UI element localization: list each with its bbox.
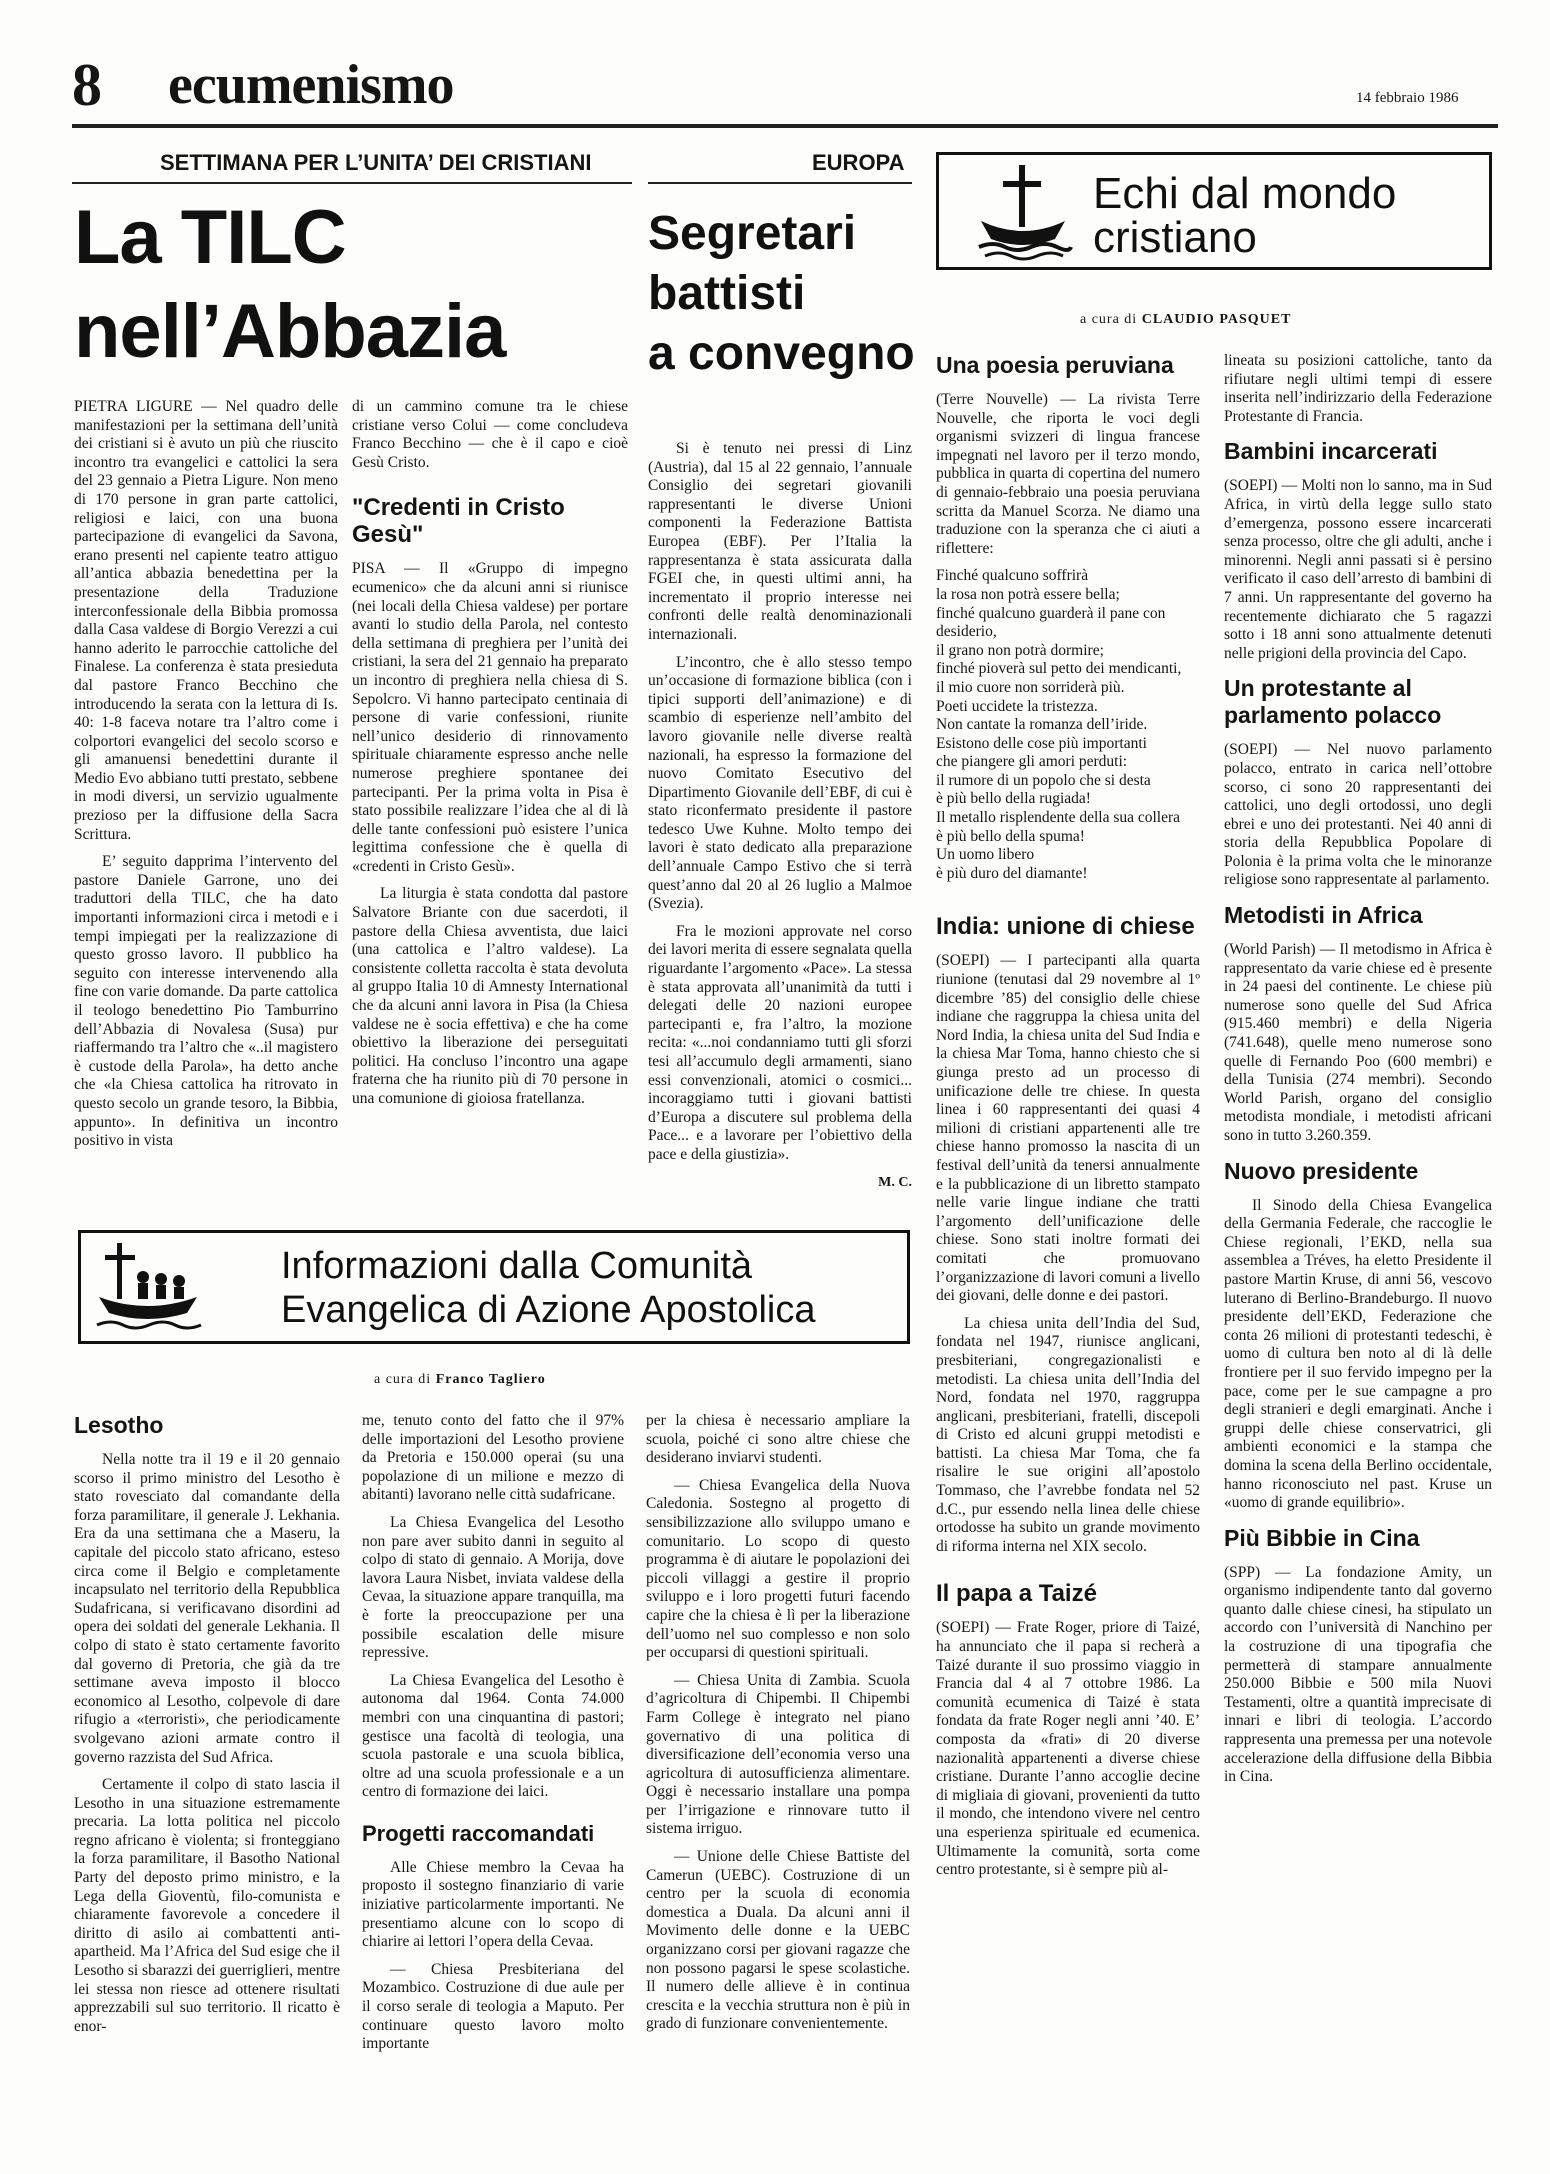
poesia-title: Una poesia peruviana bbox=[936, 352, 1174, 378]
india-para-2: La chiesa unita dell’India del Sud, fondata nel 1947, riunisce anglicani, presbiteriani, congregazionalisti e metodisti. La chiesa unita dell’India del Nord, fondata nel 1970, raggruppa anglicani, presbiteriani, fratelli, discepoli di Cristo ed alcuni gruppi metodisti e battisti. La chiesa Mar Toma, che fa risalire le sue origini all’apostolo Tommaso, che l’avrebbe fondata nel 52 d.C., pur essendo nella linea delle chiese ortodosse ha subito un grande movimento di riforma interna nel XIX secolo. bbox=[936, 1314, 1200, 1555]
echi-column-4 bbox=[1224, 352, 1492, 2132]
presidente-title: Nuovo presidente bbox=[1224, 1157, 1419, 1184]
tilc-para-1: PIETRA LIGURE — Nel quadro delle manifestazioni per la settimana dell’unità dei cristiani si è avuto un più che riuscito incontro tra evangelici e cattolici la sera del 23 gennaio a Pietra Ligure. Non meno di 170 persone in gran parte cattolici, religiosi e laici, con una buona partecipazione di evangelici da Savona, erano presenti nel capiente teatro attiguo all’antica abbazia benedettina per la presentazione della Traduzione interconfessionale della Bibbia promossa dalla Casa valdese di Borgio Verezzi a cui hanno aderito le parrocchie cattoliche del Finalese. La conferenza è stata presieduta dal pastore Franco Becchino che introducendo la serata con la lettura di Is. 40: 1-8 faceva notare tra l’altro come i colportori evangelici del secolo scorso e gli amanuensi benedettini durante il Medio Evo abbiano tutti prestato, sebbene in modi diversi, un servizio ugualmente prezioso per la diffusione della Sacra Scrittura. bbox=[74, 398, 338, 843]
lesotho-para-1: Nella notte tra il 19 e il 20 gennaio scorso il primo ministro del Lesotho è stato rovesciato dal comandante della forza paramilitare, il generale J. Lekhania. Era da una settimana che a Maseru, la capitale del piccolo stato africano, esteso circa come il Belgio e completamente incapsulato nel territorio della Repubblica Sudafricana, si verificavano disordini ad opera dei soldati del generale Lekhania. Il colpo di stato è stato certamente favorito dal governo di Pretoria, che già da tre settimane aveva imposto il blocco economico al Lesotho, colpevole di dare rifugio a «terroristi», che periodicamente svolgevano azioni armate contro il governo razzista del Sud Africa. bbox=[74, 1451, 340, 1766]
battisti-signature: M. C. bbox=[878, 1174, 912, 1190]
poem-text: Finché qualcuno soffrirà la rosa non potrà essere bella; finché qualcuno guarderà il pane con desiderio, il grano non potrà dormire; finché pioverà sul petto dei mendicanti, il mio cuore non sorriderà più. Poeti uccidete la tristezza. Non cantate la romanza dell’iride. Esistono delle cose più importanti che piangere gli amori perduti: il rumore di un popolo che si desta è più bello della rugiada! Il metallo risplendente della sua collera è più bello della spuma! Un uomo libero è più duro del diamante! bbox=[936, 567, 1182, 882]
progetti-col3-para-3: — Chiesa Unita di Zambia. Scuola d’agricoltura di Chipembi. Il Chipembi Farm College è integrato nel piano governativo di una politica di diversificazione dell’economia verso una agricoltura di autosufficienza alimentare. Oggi è necessario installare una pompa per l’irrigazione e rinnovare tutto il sistema irriguo. bbox=[646, 1671, 910, 1838]
lesotho-col2-para-2: La Chiesa Evangelica del Lesotho non pare aver subito danni in seguito al colpo di stato di gennaio. A Morija, dove lavora Laura Nisbet, inviata valdese della Cevaa, la situazione appare tranquilla, ma è forte la preoccupazione per una possibile escalation delle misure repressive. bbox=[362, 1513, 624, 1662]
battisti-headline-2: battisti bbox=[648, 267, 806, 320]
progetti-para-2: — Chiesa Presbiteriana del Mozambico. Costruzione di due aule per il corso serale di teologia a Maputo. Per continuare questo lavoro molto importante bbox=[362, 1960, 624, 2053]
progetti-col3-para-1: per la chiesa è necessario ampliare la scuola, poiché ci sono altre chiese che desiderano inviarvi studenti. bbox=[646, 1412, 910, 1467]
lesotho-title: Lesotho bbox=[74, 1412, 164, 1438]
progetti-column-3 bbox=[646, 1412, 910, 2142]
progetti-para-1: Alle Chiese membro la Cevaa ha proposto il sostegno finanziario di varie iniziative particolarmente importanti. Ne presentiamo alcune con lo scopo di chiarire ai lettori l’opera della Cevaa. bbox=[362, 1858, 624, 1951]
progetti-title: Progetti raccomandati bbox=[362, 1820, 595, 1846]
battisti-headline-1: Segretari bbox=[648, 207, 857, 260]
bibbie-para: (SPP) — La fondazione Amity, un organismo indipendente tanto dal governo quanto dalle chiese cinesi, ha stipulato un accordo con l’università di Nanchino per la costruzione di una tipografia che permetterà di stampare annualmente 250.000 Bibbie e 500 mila Nuovi Testamenti, oltre a quantità imprecisate di innari e libri di teologia. L’accordo rappresenta una premessa per una notevole accelerazione della diffusione della Bibbia in Cina. bbox=[1224, 1563, 1492, 1786]
tilc-para-2: E’ seguito dapprima l’intervento del pastore Daniele Garrone, uno dei traduttori della TILC, che ha dato importanti informazioni circa i metodi e i tempi impiegati per la realizzazione di questo grosso lavoro. Il pubblico ha seguito con interesse intervenendo alla fine con varie domande. Da parte cattolica il teologo benedettino Pio Tamburrino dell’Abbazia di Novalesa (Susa) pur riaffermando tra l’altro che «..il magistero è custode della Parola», ha detto anche che «la Chiesa cattolica ha ritrovato in questo secolo un grande tesoro, la Bibbia, appunto». In definitiva un incontro positivo in vista bbox=[74, 853, 338, 1150]
echi-box bbox=[936, 152, 1492, 270]
kicker-rule-left bbox=[72, 182, 632, 184]
kicker-europa: EUROPA bbox=[812, 150, 905, 175]
metodisti-para: (World Parish) — Il metodismo in Africa è rappresentato da varie chiese ed è presente in 24 paesi del continente. Le chiese più numerose sono quelle del Sud Africa (915.460 membri) e della Nigeria (741.648), quelle meno numerose sono quelle di Fernando Poo (600 membri) e della Tunisia (274 membri). Secondo World Parish, organo del consiglio metodista mondiale, i metodisti africani sono in tutto 3.260.359. bbox=[1224, 941, 1492, 1144]
kicker-rule-right bbox=[648, 182, 912, 184]
tilc-column-2 bbox=[352, 398, 628, 1218]
issue-date: 14 febbraio 1986 bbox=[1356, 90, 1459, 106]
tilc-headline-2: nell’Abbazia bbox=[74, 289, 506, 374]
echi-box-title-2: cristiano bbox=[1093, 213, 1257, 262]
lesotho-column-2 bbox=[362, 1412, 624, 2142]
cevaa-curator bbox=[374, 1372, 546, 1388]
presidente-para: Il Sinodo della Chiesa Evangelica della Germania Federale, che raccoglie le Chiese regionali, l’EKD, nella sua assemblea a Tréves, ha eletto Presidente il pastore Martin Kruse, di anni 56, vescovo luterano di Berlino-Brandeburgo. Il nuovo presidente dell’EKD, Federazione che conta 26 milioni di protestanti tedeschi, è uomo di cultura ben noto al di là delle frontiere per il suo fervido impegno per la pace, come per le sue campagne a pro degli stranieri e degli emarginati. Anche i gruppi delle chiese conservatrici, gli ambienti economici e la stampa che domina la scena della Berlino occidentale, hanno riconosciuto nel past. Kruse un «uomo di grande equilibrio». bbox=[1224, 1196, 1492, 1512]
page-number: 8 bbox=[72, 52, 102, 118]
section-title: ecumenismo bbox=[168, 54, 454, 116]
papa-title: Il papa a Taizé bbox=[936, 1580, 1097, 1608]
kicker-settimana: SETTIMANA PER L’UNITA’ DEI CRISTIANI bbox=[160, 150, 592, 175]
battisti-para-2: L’incontro, che è allo stesso tempo un’occasione di formazione biblica (con i tipici supporti dell’animazione) e di scambio di esperienze nell’ambito del lavoro giovanile nelle diverse realtà nazionali, ha espresso la formazione del nuovo Comitato Esecutivo del Dipartimento Giovanile dell’EBF, di cui è stato riconfermato presidente il pastore tedesco Uwe Kuhne. Molto tempo dei lavori è stato dedicato alla preparazione dell’annuale Campo Estivo che si terrà quest’anno dal 20 al 26 luglio a Malmoe (Svezia). bbox=[648, 653, 912, 913]
credenti-para-1: PISA — Il «Gruppo di impegno ecumenico» che da alcuni anni si riunisce (nei locali della Chiesa valdese) per portare avanti lo studio della Parola, nel contesto della settimana di preghiera per l’unità dei cristiani, la sera del 21 gennaio ha preparato un incontro di preghiera nella chiesa di S. Sepolcro. Vi hanno partecipato centinaia di persone di varie confessioni, riunite nell’unico desiderio di rinnovamento spirituale chiaramente espresso anche nelle numerose preghiere spontanee dei partecipanti. Per la prima volta in Pisa è stato possibile realizzare l’idea che al di là delle tante confessioni può esistere l’unica legittima confessione che è quella di «credenti in Cristo Gesù». bbox=[352, 560, 628, 875]
masthead-rule bbox=[72, 124, 1498, 128]
cevaa-curator-name: Franco Tagliero bbox=[435, 1372, 546, 1387]
battisti-column bbox=[648, 440, 912, 1190]
lesotho-column-1 bbox=[74, 1412, 340, 2142]
progetti-col3-para-4: — Unione delle Chiese Battiste del Camerun (UEBC). Costruzione di un centro per la scuola di economia domestica a Duala. Da alcuni anni il Movimento delle donne e la UEBC organizzano corsi per giovani ragazze che non possono pagarsi le spese scolastiche. Il numero delle allieve è in continua crescita e la vecchia struttura non è più in grado di funzionare convenientemente. bbox=[646, 1848, 910, 2033]
protestante-title: Un protestante al parlamento polacco bbox=[1224, 675, 1442, 729]
progetti-col3-para-2: — Chiesa Evangelica della Nuova Caledonia. Sostegno al progetto di sensibilizzazione allo sviluppo umano e comunitario. Lo scopo di questo programma è di aiutare le popolazioni dei piccoli villaggi a gestire il proprio sviluppo e i loro progetti futuri facendo capire che la chiesa è lì per la liberazione dell’uomo nel suo complesso e non solo per occuparsi di questioni spirituali. bbox=[646, 1476, 910, 1662]
curator-label: a cura di bbox=[1080, 312, 1138, 327]
battisti-para-1: Si è tenuto nei pressi di Linz (Austria), dal 15 al 22 gennaio, l’annuale Consiglio dei segretari giovanili rappresentanti le diverse Unioni componenti la Federazione Battista Europea (EBF). Per l’Italia la rappresentanza è stata assicurata dalla FGEI che, in questi ultimi anni, ha incrementato il proprio interesse nei confronti delle realtà denominazionali internazionali. bbox=[648, 440, 912, 643]
tilc-col2-para: di un cammino comune tra le chiese cristiane verso Colui — come concludeva Franco Becchino — che è il capo e cioè Gesù Cristo. bbox=[352, 398, 628, 471]
cross-boat-people-icon bbox=[95, 1241, 201, 1337]
battisti-headline-3: a convegno bbox=[648, 327, 915, 380]
credenti-title: "Credenti in Cristo Gesù" bbox=[352, 494, 565, 549]
cevaa-box bbox=[78, 1230, 910, 1344]
cevaa-box-title-1: Informazioni dalla Comunità bbox=[281, 1245, 753, 1287]
cevaa-box-title-2: Evangelica di Azione Apostolica bbox=[281, 1289, 816, 1331]
col4-top-para: lineata su posizioni cattoliche, tanto da rifiutare negli ultimi tempi di essere inserita nell’indirizzario della Federazione Protestante di Francia. bbox=[1224, 352, 1492, 425]
echi-curator bbox=[1080, 312, 1291, 328]
lesotho-col2-para-1: me, tenuto conto del fatto che il 97% delle importazioni del Lesotho proviene da Pretoria e 150.000 operai (su una popolazione di un milione e mezzo di abitanti) lavorano nelle città sudafricane. bbox=[362, 1412, 624, 1504]
india-title: India: unione di chiese bbox=[936, 913, 1195, 941]
lesotho-para-2: Certamente il colpo di stato lascia il Lesotho in una situazione estremamente precaria. La lotta politica nel piccolo regno africano è violenta; si fronteggiano la forza paramilitare, il Basotho National Party del deposto primo ministro, e la Lega della Gioventù, filo-comunista e chiaramente favorevole a concedere il diritto di asilo ai combattenti anti-apartheid. Ma l’Africa del Sud esige che il Lesotho si sbarazzi dei guerriglieri, mentre lei stessa non riesce ad ottenere risultati apprezzabili sul suo territorio. Il ricatto è enor- bbox=[74, 1776, 340, 2035]
metodisti-title: Metodisti in Africa bbox=[1224, 902, 1423, 929]
bambini-title: Bambini incarcerati bbox=[1224, 438, 1438, 465]
cevaa-curator-label: a cura di bbox=[374, 1372, 432, 1387]
echi-box-title-1: Echi dal mondo bbox=[1093, 169, 1397, 218]
tilc-column-1 bbox=[74, 398, 338, 1218]
curator-name: CLAUDIO PASQUET bbox=[1141, 312, 1292, 327]
cross-boat-icon bbox=[975, 161, 1071, 261]
poesia-intro: (Terre Nouvelle) — La rivista Terre Nouvelle, che riporta le voci degli organismi svizzeri di lingua francese impegnati nel lavoro per il terzo mondo, pubblica in quarta di copertina del numero di gennaio-febbraio una poesia peruviana scritta da Manuel Scorza. Ne diamo una traduzione con la speranza che ci aiuti a riflettere: bbox=[936, 391, 1200, 557]
tilc-headline-1: La TILC bbox=[74, 195, 346, 280]
credenti-para-2: La liturgia è stata condotta dal pastore Salvatore Briante con due sacerdoti, il pastore della Chiesa avventista, due laici (una cattolica e l’altro valdese). La consistente colletta raccolta è stata devoluta al gruppo Italia 10 di Amnesty International che da alcuni anni lavora in Pisa (la Chiesa valdese ne è socia effettiva) e che ha come obiettivo la liberazione dei perseguitati politici. Ha concluso l’incontro una agape fraterna che ha riunito più di 70 persone in una comunione di gioiosa fratellanza. bbox=[352, 885, 628, 1107]
battisti-para-3: Fra le mozioni approvate nel corso dei lavori merita di essere segnalata quella riguardante l’argomento «Pace». La stessa è stata approvata all’unanimità da tutti i delegati delle 20 nazioni europee partecipanti e, fra l’altro, la mozione recita: «...noi condanniamo tutti gli sforzi tesi all’accumulo degli armamenti, siano essi convenzionali, atomici o cosmici... incoraggiamo tutti i giovani battisti d’Europa a discutere sul problema della Pace... e a lavorare per l’obiettivo della pace e della giustizia». bbox=[648, 922, 912, 1163]
bambini-para: (SOEPI) — Molti non lo sanno, ma in Sud Africa, in virtù della legge sullo stato d’emergenza, possono essere incarcerati senza processo, oltre che gli adulti, anche i minorenni. Negli anni passati si è persino verificato il caso dell’arresto di bambini di 7 anni. Un rappresentante del governo ha recentemente dichiarato che 5 ragazzi sotto i 18 anni sono attualmente detenuti nelle prigioni della provincia del Capo. bbox=[1224, 477, 1492, 662]
protestante-para: (SOEPI) — Nel nuovo parlamento polacco, entrato in carica nell’ottobre scorso, ci sono 20 rappresentanti dei cattolici, uno degli ortodossi, uno degli ebrei e uno dei protestanti. Nei 40 anni di storia della Repubblica Popolare di Polonia è la prima volta che le minoranze religiose sono rappresentate al parlamento. bbox=[1224, 741, 1492, 889]
echi-column-3 bbox=[936, 352, 1200, 2132]
papa-para: (SOEPI) — Frate Roger, priore di Taizé, ha annunciato che il papa si recherà a Taizé durante il suo prossimo viaggio in Francia dal 4 al 7 ottobre 1986. La comunità ecumenica di Taizé è stata fondata da frate Roger negli anni ’40. E’ composta da «frati» di 20 diverse nazionalità appartenenti a diverse chiese cristiane. Durante l’anno accoglie decine di migliaia di giovani, provenienti da tutto il mondo, che intendono vivere nel centro una esperienza spirituale ed ecumenica. Ultimamente la comunità, sorta come centro protestante, si è sempre più al- bbox=[936, 1619, 1200, 1879]
lesotho-col2-para-3: La Chiesa Evangelica del Lesotho è autonoma dal 1964. Conta 74.000 membri con una cinquantina di pastori; gestisce una facoltà di teologia, una scuola pastorale e una scuola biblica, oltre ad una scuola professionale e a un centro di formazione dei laici. bbox=[362, 1671, 624, 1801]
india-para-1: (SOEPI) — I partecipanti alla quarta riunione (tenutasi dal 29 novembre al 1º dicembre ’85) del consiglio delle chiese indiane che raggruppa la chiesa unita del Nord India, la chiesa unita del Sud India e la chiesa Mar Toma, hanno chiesto che si giunga presto ad un processo di unificazione delle tre chiese. In questa linea i 60 rappresentanti dei quasi 4 milioni di cristiani appartenenti alle tre chiese hanno promosso la nascita di un festival dell’unità da tenersi annualmente e la pubblicazione di un libretto stampato nelle varie lingue indiane che tratti l’argomento dell’unificazione delle chiese. Sono stati inoltre formati dei comitati che promuovano l’organizzazione di lavori comuni a livello dei giovani, delle donne e dei pastori. bbox=[936, 952, 1200, 1305]
bibbie-title: Più Bibbie in Cina bbox=[1224, 1524, 1420, 1551]
